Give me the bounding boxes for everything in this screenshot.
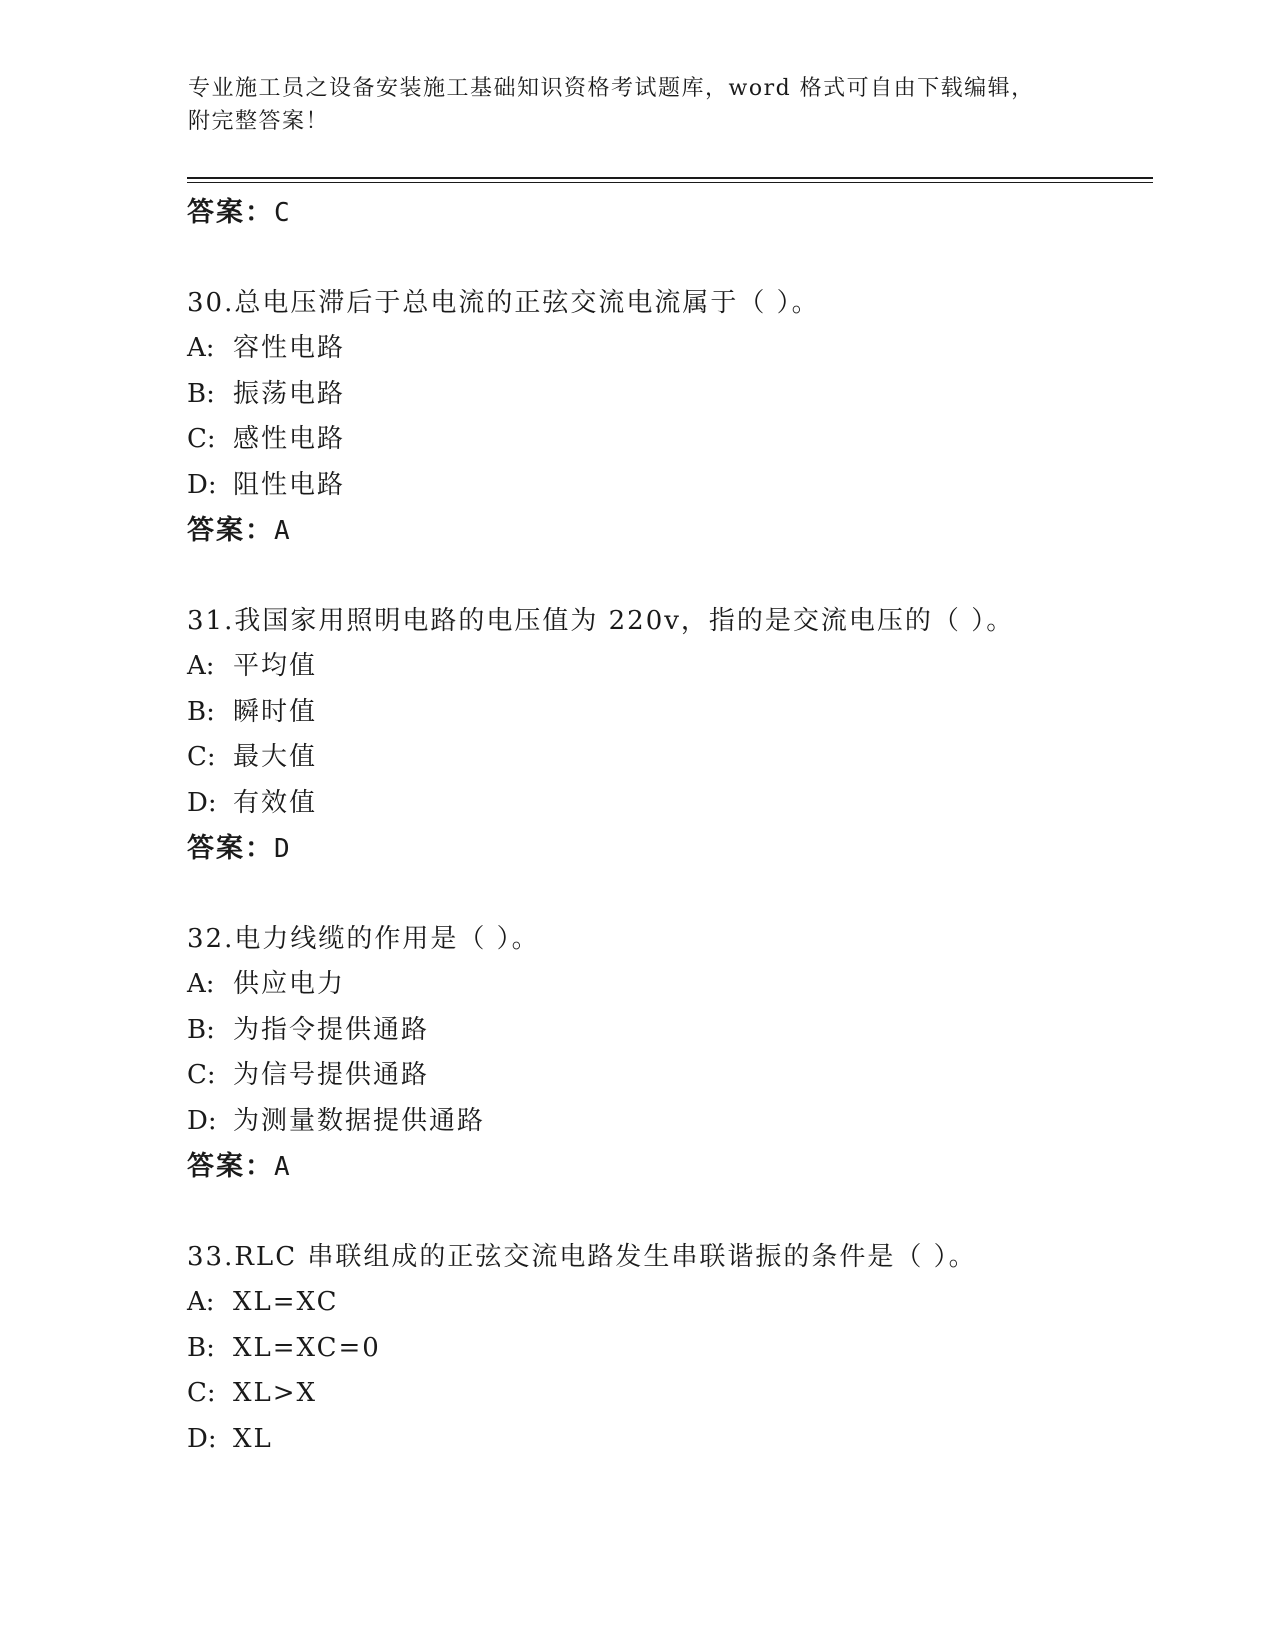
option-letter: D: bbox=[187, 469, 217, 500]
option-letter: A: bbox=[187, 969, 215, 999]
option-text: XL=XC bbox=[233, 1287, 339, 1317]
option-letter: A: bbox=[187, 651, 215, 681]
option-text: 平均值 bbox=[233, 651, 318, 681]
header-line-1: 专业施工员之设备安装施工基础知识资格考试题库，word 格式可自由下载编辑， bbox=[188, 76, 1035, 101]
question-stem: 30.总电压滞后于总电流的正弦交流电流属于（ ）。 bbox=[187, 287, 820, 318]
option-letter: D: bbox=[187, 1423, 217, 1454]
option-b bbox=[187, 372, 1147, 418]
option-text: 最大值 bbox=[233, 742, 318, 772]
question-stem: 31.我国家用照明电路的电压值为 220v，指的是交流电压的（ ）。 bbox=[187, 605, 1015, 636]
option-letter: D: bbox=[187, 787, 217, 818]
question-stem: 33.RLC 串联组成的正弦交流电路发生串联谐振的条件是（ ）。 bbox=[187, 1241, 977, 1272]
option-c bbox=[187, 1053, 1147, 1099]
answer-line bbox=[187, 190, 1147, 236]
option-d bbox=[187, 781, 1147, 827]
question-stem: 32.电力线缆的作用是（ ）。 bbox=[187, 923, 540, 954]
option-a bbox=[187, 326, 1147, 372]
option-letter: C: bbox=[187, 1378, 216, 1408]
option-letter: B: bbox=[187, 696, 215, 727]
option-letter: B: bbox=[187, 1332, 215, 1363]
option-text: XL=XC=0 bbox=[233, 1332, 381, 1363]
option-letter: A: bbox=[187, 333, 215, 363]
option-letter: B: bbox=[187, 1014, 215, 1045]
answer-label: 答案： bbox=[187, 1151, 274, 1182]
option-letter: A: bbox=[187, 1287, 215, 1317]
answer-label: 答案： bbox=[187, 515, 274, 546]
answer-label: 答案： bbox=[187, 197, 274, 228]
answer-line bbox=[187, 508, 1147, 554]
answer-line bbox=[187, 1144, 1147, 1190]
option-text: 为信号提供通路 bbox=[233, 1060, 430, 1090]
answer-line bbox=[187, 826, 1147, 872]
option-text: 为测量数据提供通路 bbox=[233, 1105, 486, 1136]
question-item bbox=[187, 281, 1147, 554]
option-b bbox=[187, 1008, 1147, 1054]
answer-value: A bbox=[274, 1152, 292, 1182]
header-divider-thick bbox=[187, 177, 1153, 179]
option-b bbox=[187, 690, 1147, 736]
option-b bbox=[187, 1326, 1147, 1372]
question-item bbox=[187, 917, 1147, 1190]
option-text: 阻性电路 bbox=[233, 469, 346, 500]
option-letter: B: bbox=[187, 378, 215, 409]
option-c bbox=[187, 1371, 1147, 1417]
header-line-2: 附完整答案！ bbox=[188, 109, 330, 134]
option-text: XL>X bbox=[233, 1378, 318, 1408]
option-letter: C: bbox=[187, 424, 216, 454]
option-letter: C: bbox=[187, 1060, 216, 1090]
option-a bbox=[187, 962, 1147, 1008]
option-c bbox=[187, 735, 1147, 781]
answer-label: 答案： bbox=[187, 833, 274, 864]
question-item bbox=[187, 1235, 1147, 1463]
option-text: 感性电路 bbox=[233, 424, 346, 454]
question-list bbox=[187, 190, 1147, 1462]
option-d bbox=[187, 463, 1147, 509]
option-a bbox=[187, 1280, 1147, 1326]
question-item bbox=[187, 599, 1147, 872]
option-text: 有效值 bbox=[233, 787, 318, 818]
option-letter: C: bbox=[187, 742, 216, 772]
option-text: 瞬时值 bbox=[233, 696, 318, 727]
option-text: XL bbox=[233, 1423, 273, 1454]
option-text: 供应电力 bbox=[233, 969, 346, 999]
option-text: 容性电路 bbox=[233, 333, 346, 363]
option-d bbox=[187, 1099, 1147, 1145]
answer-value: C bbox=[274, 198, 292, 228]
option-letter: D: bbox=[187, 1105, 217, 1136]
option-text: 为指令提供通路 bbox=[233, 1014, 430, 1045]
header-divider-thin bbox=[187, 182, 1153, 183]
document-header bbox=[188, 72, 1068, 138]
answer-value: A bbox=[274, 516, 292, 546]
answer-value: D bbox=[274, 834, 292, 864]
option-a bbox=[187, 644, 1147, 690]
option-c bbox=[187, 417, 1147, 463]
option-text: 振荡电路 bbox=[233, 378, 346, 409]
option-d bbox=[187, 1417, 1147, 1463]
